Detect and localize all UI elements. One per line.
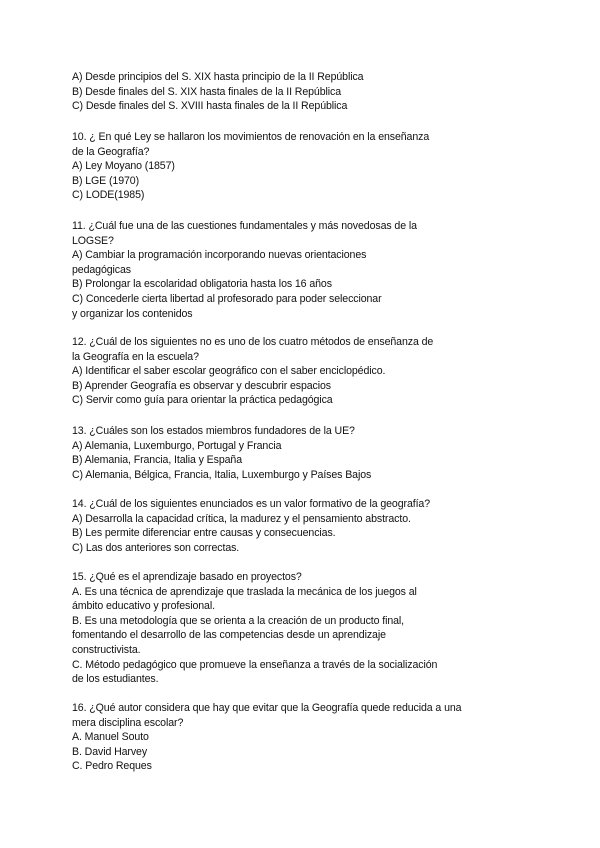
option-b: B) Aprender Geografía es observar y descubrir espacios: [72, 379, 331, 392]
option-b: B) Desde finales del S. XIX hasta finales de la II República: [72, 85, 342, 98]
option-c: C. Pedro Reques: [72, 760, 152, 773]
question-text: 16. ¿Qué autor considera que hay que evitar que la Geografía quede reducida a una: [72, 702, 462, 714]
option-b: B) LGE (1970): [72, 174, 140, 187]
question-text: 11. ¿Cuál fue una de las cuestiones fundamentales y más novedosas de la: [72, 220, 417, 232]
option-a: A) Cambiar la programación incorporando nuevas orientaciones: [72, 249, 367, 262]
option-b: B) Prolongar la escolaridad obligatoria hasta los 16 años: [72, 278, 332, 291]
option-c: C) Desde finales del S. XVIII hasta finales de la II República: [72, 100, 348, 113]
option-b: fomentando el desarrollo de las competencias desde un aprendizaje: [72, 629, 386, 642]
question-text: de la Geografía?: [72, 145, 150, 158]
option-b: B) Les permite diferenciar entre causas y consecuencias.: [72, 527, 336, 540]
option-c: C) LODE(1985): [72, 189, 145, 202]
option-a: pedagógicas: [72, 263, 131, 276]
question-11: [72, 219, 512, 321]
option-b: constructivista.: [72, 643, 141, 656]
question-text: 12. ¿Cuál de los siguientes no es uno de los cuatro métodos de enseñanza de: [72, 336, 434, 348]
question-15: [72, 570, 512, 687]
question-text: 15. ¿Qué es el aprendizaje basado en proyectos?: [72, 571, 302, 583]
question-16: [72, 701, 512, 774]
option-c: C. Método pedagógico que promueve la enseñanza a través de la socialización: [72, 658, 438, 671]
option-a: A) Desarrolla la capacidad crítica, la madurez y el pensamiento abstracto.: [72, 512, 411, 525]
option-b: B) Alemania, Francia, Italia y España: [72, 454, 243, 467]
option-c: C) Concederle cierta libertad al profesorado para poder seleccionar: [72, 292, 382, 305]
question-text: 14. ¿Cuál de los siguientes enunciados es un valor formativo de la geografía?: [72, 498, 431, 510]
question-12: [72, 335, 512, 408]
question-text: 10. ¿ En qué Ley se hallaron los movimientos de renovación en la enseñanza: [72, 131, 430, 143]
option-c: y organizar los contenidos: [72, 307, 193, 320]
option-a: A) Identificar el saber escolar geográfico con el saber enciclopédico.: [72, 365, 386, 378]
option-a: ámbito educativo y profesional.: [72, 600, 215, 613]
option-c: C) Servir como guía para orientar la práctica pedagógica: [72, 394, 333, 407]
option-c: de los estudiantes.: [72, 673, 159, 686]
option-b: B. Es una metodología que se orienta a la creación de un producto final,: [72, 614, 405, 627]
q9-options-block: [72, 70, 512, 114]
question-text: LOGSE?: [72, 234, 114, 247]
question-text: la Geografía en la escuela?: [72, 350, 199, 363]
option-a: A) Alemania, Luxemburgo, Portugal y Francia: [72, 439, 282, 452]
option-a: A) Desde principios del S. XIX hasta principio de la II República: [72, 71, 364, 83]
question-text: mera disciplina escolar?: [72, 716, 184, 729]
option-c: C) Alemania, Bélgica, Francia, Italia, Luxemburgo y Países Bajos: [72, 468, 372, 481]
question-10: [72, 130, 512, 203]
option-b: B. David Harvey: [72, 745, 148, 758]
question-text: 13. ¿Cuáles son los estados miembros fundadores de la UE?: [72, 425, 355, 437]
option-a: A) Ley Moyano (1857): [72, 160, 175, 173]
option-a: A. Es una técnica de aprendizaje que traslada la mecánica de los juegos al: [72, 585, 417, 598]
option-c: C) Las dos anteriores son correctas.: [72, 541, 240, 554]
option-a: A. Manuel Souto: [72, 731, 149, 744]
question-14: [72, 497, 512, 555]
question-13: [72, 424, 512, 482]
